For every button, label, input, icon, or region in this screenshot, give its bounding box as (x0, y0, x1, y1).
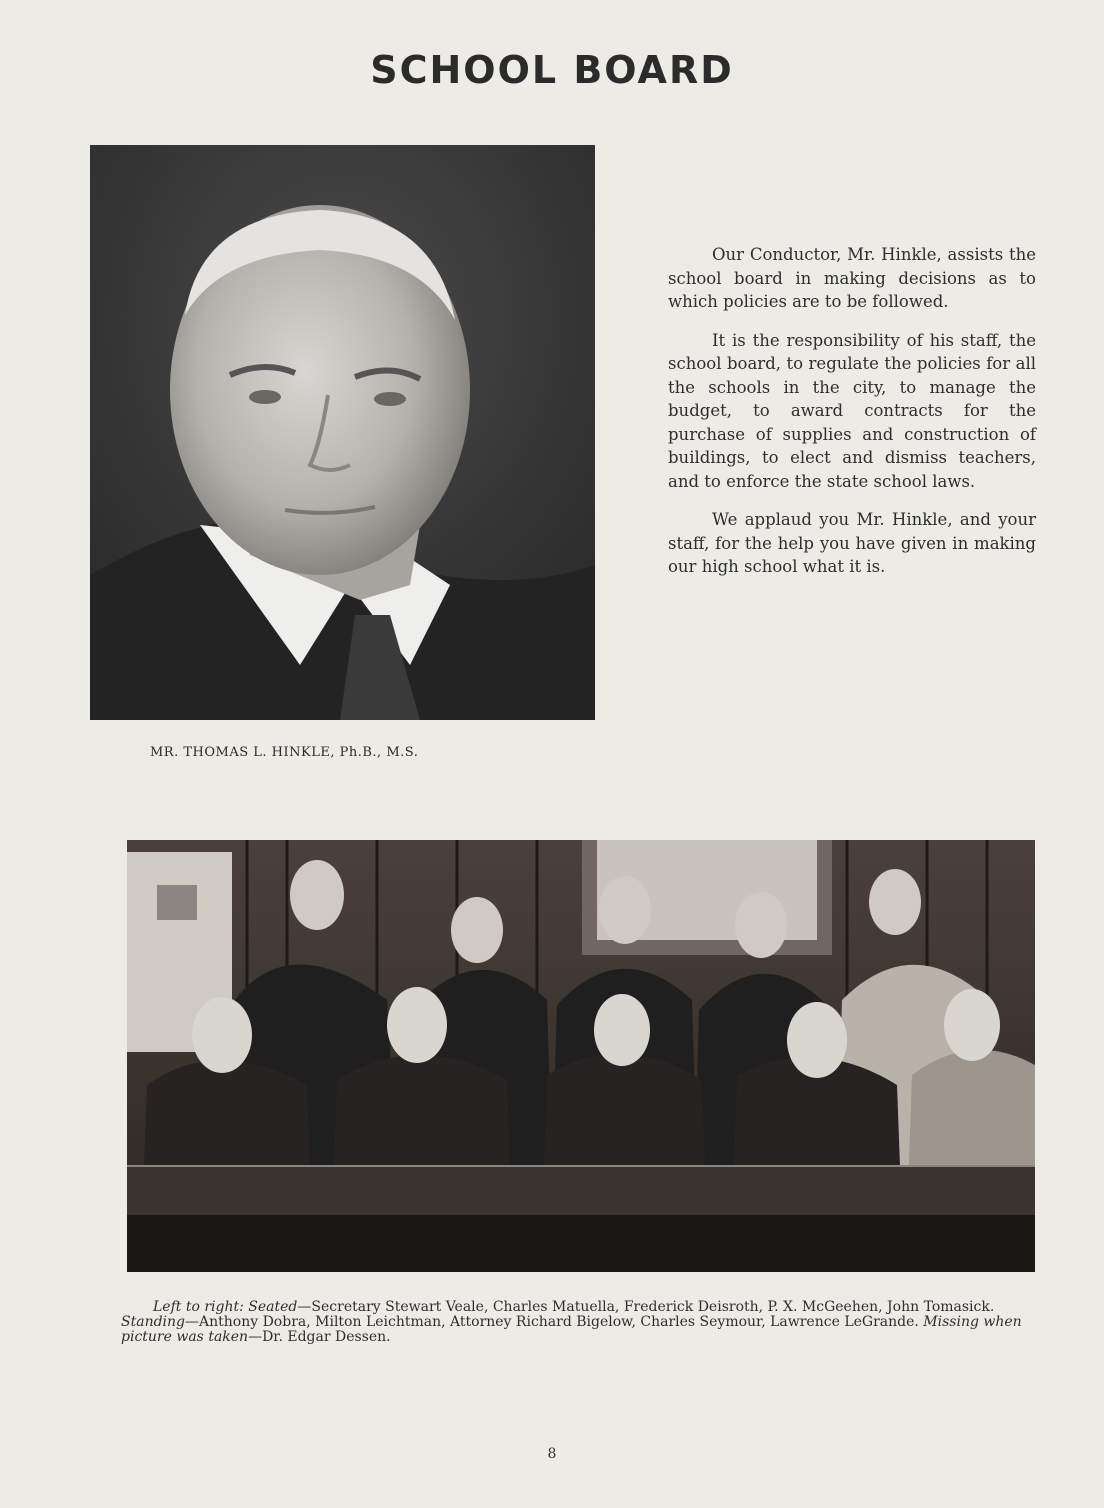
intro-paragraph: We applaud you Mr. Hinkle, and your staff, for the help you have given in making our high school what it is. (668, 510, 1036, 576)
group-photo (127, 840, 1035, 1272)
caption-seated-label: Seated (248, 1299, 298, 1315)
page-number: 8 (547, 1446, 557, 1462)
caption-lead: Left to right: (153, 1299, 244, 1315)
group-photo-caption (121, 1300, 1041, 1345)
intro-text (668, 243, 1036, 594)
page-title: SCHOOL BOARD (370, 48, 734, 92)
portrait-photo (90, 145, 595, 720)
caption-missing-names: —Dr. Edgar Dessen. (248, 1329, 391, 1345)
caption-standing-label: Standing (121, 1314, 185, 1330)
portrait-caption: MR. THOMAS L. HINKLE, Ph.B., M.S. (150, 745, 419, 760)
caption-standing-names: —Anthony Dobra, Milton Leichtman, Attorney Richard Bigelow, Charles Seymour, Lawrence LeGrande. (185, 1314, 919, 1330)
caption-missing-label: Missing when picture was taken (121, 1314, 1022, 1345)
caption-seated-names: —Secretary Stewart Veale, Charles Matuella, Frederick Deisroth, P. X. McGeehen, John Tomasick. (297, 1299, 995, 1315)
intro-paragraph: It is the responsibility of his staff, the school board, to regulate the policies for all the schools in the city, to manage the budget, to award contracts for the purchase of supplies and construction of buildings, to elect and dismiss teachers, and to enforce the state school laws. (668, 330, 1036, 491)
intro-paragraph: Our Conductor, Mr. Hinkle, assists the school board in making decisions as to which policies are to be followed. (668, 245, 1036, 311)
